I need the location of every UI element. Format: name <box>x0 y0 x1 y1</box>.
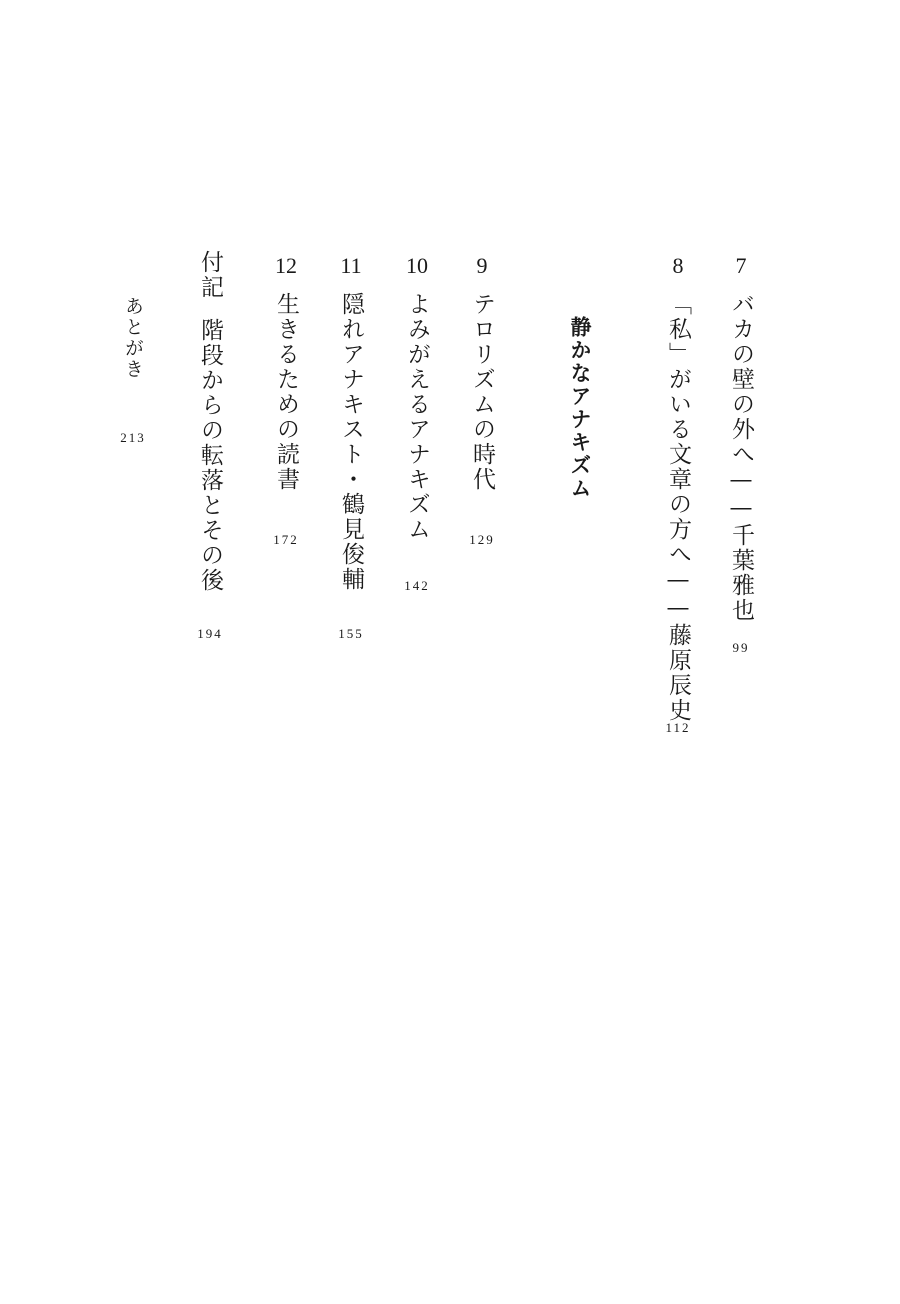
chapter-title: 生きるための読書 <box>273 292 299 492</box>
toc-entry-appendix[interactable] <box>190 0 230 1304</box>
chapter-number: 9 <box>476 253 488 278</box>
section-heading <box>560 0 600 1304</box>
chapter-title <box>721 292 761 623</box>
page-number: 112 <box>665 720 691 735</box>
afterword-title: あとがき <box>122 296 144 380</box>
page-number: 155 <box>338 626 364 641</box>
toc-entry-afterword[interactable] <box>113 0 153 1304</box>
chapter-title-text: バカの壁の外へ <box>728 292 754 467</box>
page-number: 99 <box>732 640 750 655</box>
chapter-title: テロリズムの時代 <box>469 292 495 492</box>
chapter-title: 隠れアナキスト・鶴見俊輔 <box>338 292 364 592</box>
page-number: 129 <box>469 532 495 547</box>
toc-entry-ch7[interactable] <box>721 0 761 1304</box>
chapter-number: 7 <box>735 253 747 278</box>
chapter-title: よみがえるアナキズム <box>404 292 430 542</box>
page-number: 172 <box>273 532 299 547</box>
chapter-title <box>658 292 698 723</box>
em-dash: —— <box>728 467 754 523</box>
chapter-title-text: 「私」がいる文章の方へ <box>665 292 691 567</box>
appendix-label: 付記 <box>197 250 223 300</box>
section-title: 静かなアナキズム <box>568 316 592 500</box>
toc-entry-ch12[interactable] <box>266 0 306 1304</box>
page-number: 194 <box>197 626 223 641</box>
toc-entry-ch10[interactable] <box>397 0 437 1304</box>
toc-entry-ch8[interactable] <box>658 0 698 1304</box>
chapter-author: 千葉雅也 <box>728 523 754 623</box>
page-number: 142 <box>404 578 430 593</box>
chapter-author: 藤原辰史 <box>665 623 691 723</box>
em-dash: —— <box>665 567 691 623</box>
appendix-title: 階段からの転落とその後 <box>197 318 223 593</box>
page-number: 213 <box>120 430 146 445</box>
chapter-number: 12 <box>275 253 297 278</box>
chapter-number: 10 <box>406 253 428 278</box>
toc-entry-ch11[interactable] <box>331 0 371 1304</box>
toc-entry-ch9[interactable] <box>462 0 502 1304</box>
chapter-number: 8 <box>672 253 684 278</box>
chapter-number: 11 <box>340 253 362 278</box>
